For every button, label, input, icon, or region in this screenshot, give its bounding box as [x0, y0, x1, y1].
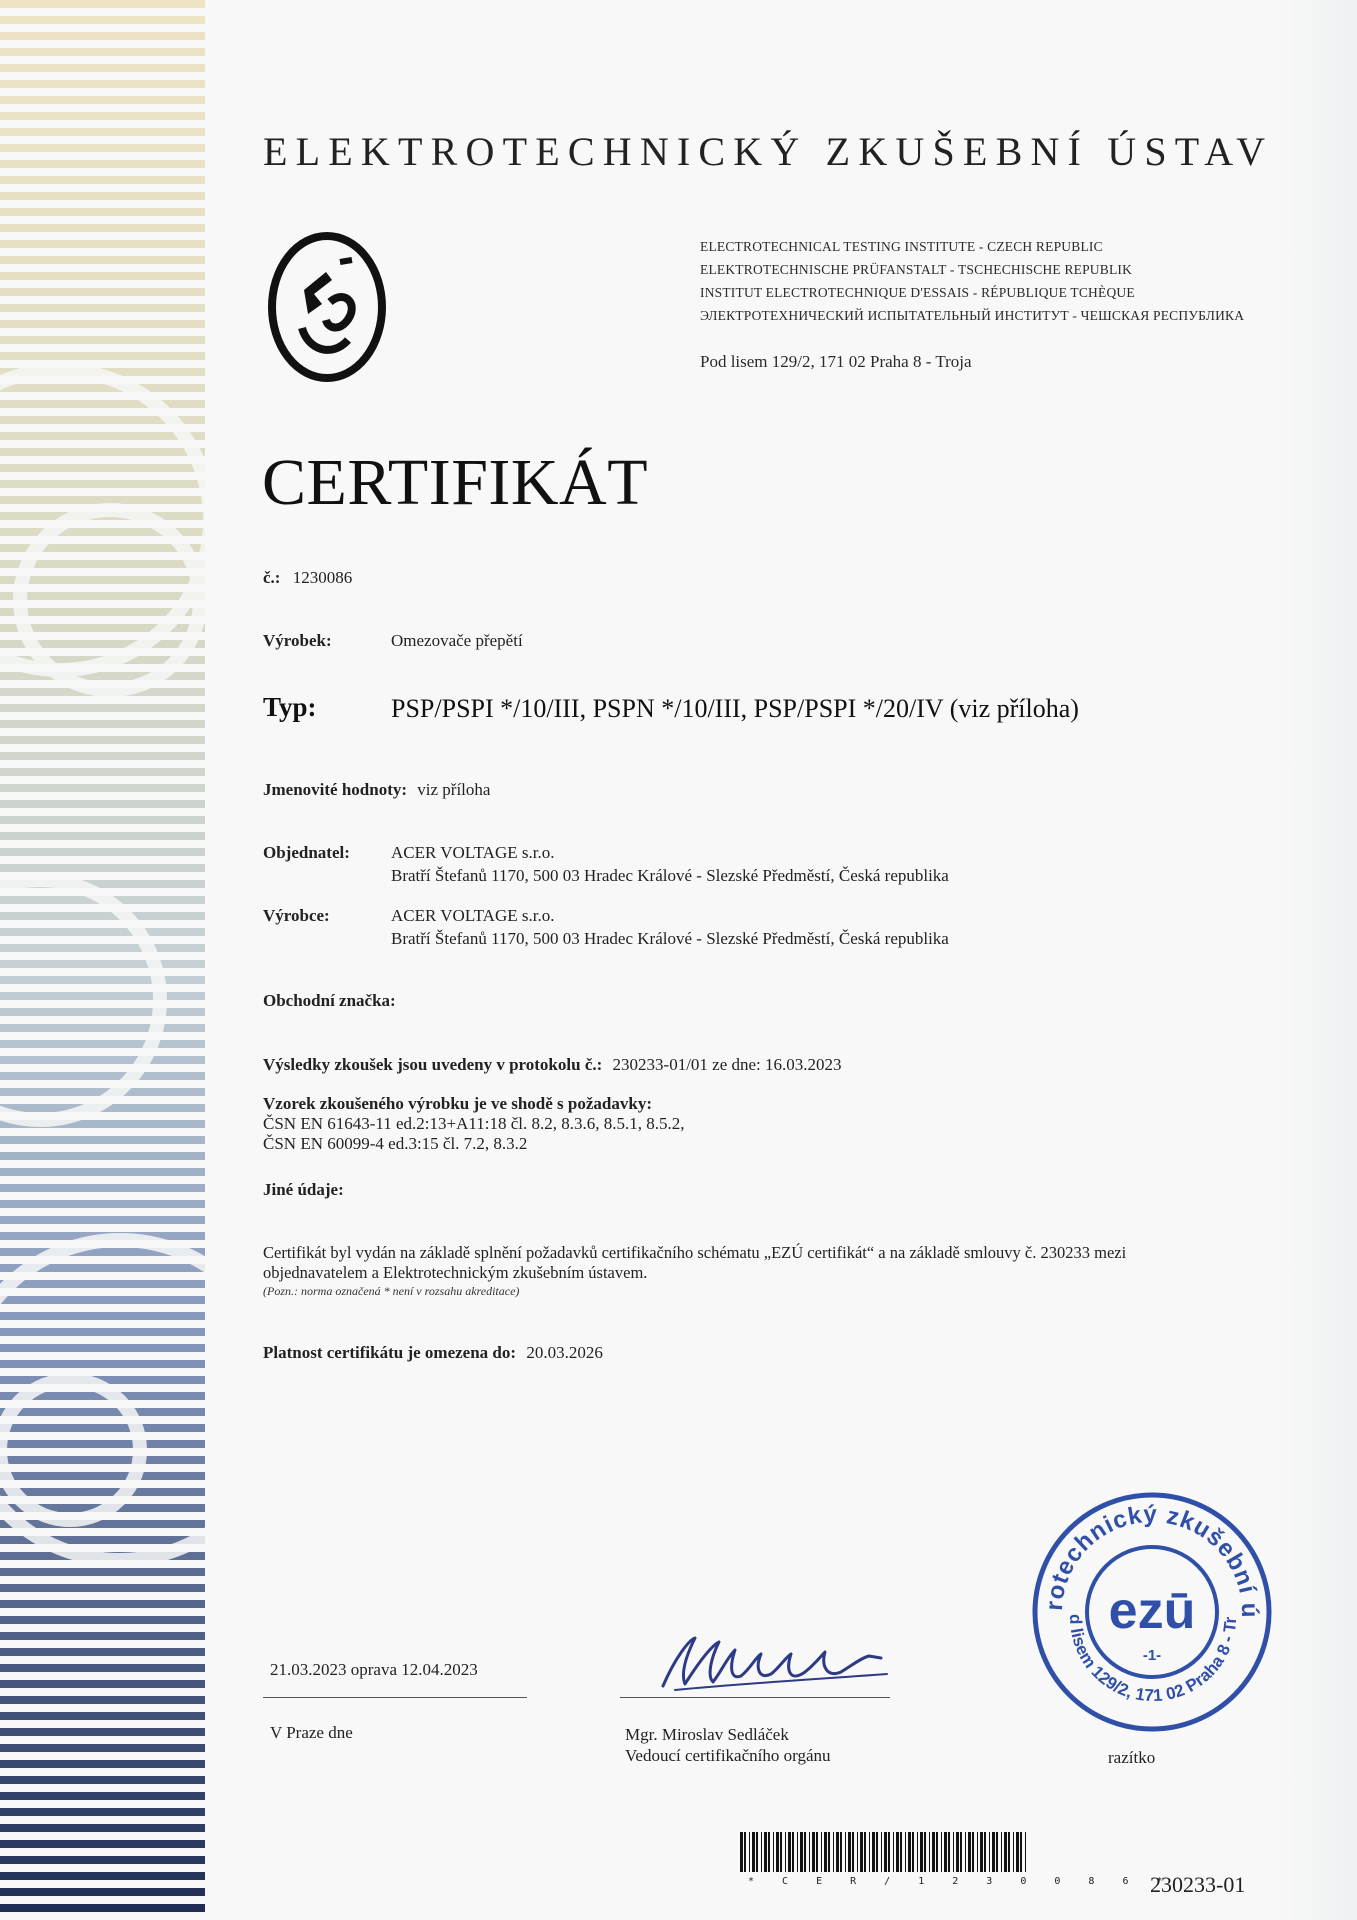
validity-label: Platnost certifikátu je omezena do:	[263, 1343, 517, 1362]
svg-text:Pod lisem 129/2, 171 02 Praha: d lisem 129/2, 171 02 Praha 8 - Tr	[1065, 1613, 1241, 1706]
decorative-stripe	[0, 1744, 205, 1752]
official-stamp	[1030, 1490, 1275, 1735]
decorative-stripe	[0, 784, 205, 792]
product-value: Omezovače přepětí	[391, 631, 523, 650]
manufacturer-name: ACER VOLTAGE s.r.o.	[391, 906, 555, 925]
decorative-stripe	[0, 1824, 205, 1832]
decorative-stripe	[0, 1760, 205, 1768]
barcode-bar	[1004, 1832, 1007, 1872]
barcode-bar	[900, 1832, 902, 1872]
barcode-bar	[812, 1832, 815, 1872]
decorative-stripe	[0, 1424, 205, 1432]
barcode-bar	[761, 1832, 762, 1872]
barcode-bar	[768, 1832, 770, 1872]
barcode-bar	[860, 1832, 863, 1872]
decorative-stripe	[0, 256, 205, 264]
barcode-bar	[816, 1832, 818, 1872]
barcode-bar	[888, 1832, 890, 1872]
barcode-bar	[752, 1832, 755, 1872]
decorative-stripe	[0, 576, 205, 584]
decorative-stripe	[0, 128, 205, 136]
decorative-stripe	[0, 848, 205, 856]
barcode-bar	[996, 1832, 998, 1872]
barcode-bar	[1025, 1832, 1026, 1872]
results-value: 230233-01/01 ze dne: 16.03.2023	[612, 1055, 842, 1074]
decorative-stripe	[0, 0, 205, 8]
barcode-bar	[929, 1832, 930, 1872]
barcode-bar	[893, 1832, 894, 1872]
barcode-bar	[984, 1832, 986, 1872]
svg-text:elektrotechnický zkušební ústa: rotechnický zkušební ú	[1040, 1500, 1264, 1619]
other-info-label: Jiné údaje:	[263, 1180, 344, 1199]
decorative-stripe	[0, 1056, 205, 1064]
signature-line	[620, 1697, 890, 1698]
barcode	[740, 1832, 1030, 1872]
trademark-label: Obchodní značka:	[263, 991, 396, 1010]
statement-line-2: objednavatelem a Elektrotechnickým zkušebním ústavem.	[263, 1263, 648, 1282]
decorative-stripe	[0, 944, 205, 952]
logo-emblem-icon	[268, 232, 386, 382]
barcode-bar	[920, 1832, 923, 1872]
decorative-stripe	[0, 304, 205, 312]
validity-row	[263, 1343, 603, 1363]
decorative-stripe	[0, 1792, 205, 1800]
barcode-bar	[740, 1832, 743, 1872]
decorative-stripe	[0, 1328, 205, 1336]
barcode-bar	[749, 1832, 750, 1872]
place-label: V Praze dne	[270, 1723, 353, 1742]
decorative-stripe	[0, 1184, 205, 1192]
barcode-bar	[1001, 1832, 1002, 1872]
barcode-bar	[944, 1832, 947, 1872]
decorative-stripe	[0, 816, 205, 824]
barcode-bar	[828, 1832, 830, 1872]
decorative-stripe	[0, 1840, 205, 1848]
decorative-stripe	[0, 1168, 205, 1176]
barcode-bar	[977, 1832, 978, 1872]
decorative-stripe	[0, 1584, 205, 1592]
statement-note: (Pozn.: norma označená * není v rozsahu akreditace)	[263, 1284, 520, 1298]
decorative-stripe	[0, 800, 205, 808]
decorative-stripe	[0, 960, 205, 968]
decorative-stripe	[0, 1712, 205, 1720]
decorative-stripe	[0, 16, 205, 24]
decorative-stripe	[0, 704, 205, 712]
barcode-bar	[852, 1832, 854, 1872]
decorative-stripe	[0, 1456, 205, 1464]
decorative-stripe	[0, 208, 205, 216]
right-edge-shade	[1279, 0, 1357, 1920]
certificate-number-label: č.:	[263, 568, 281, 587]
decorative-stripe	[0, 112, 205, 120]
manufacturer-address: Bratří Štefanů 1170, 500 03 Hradec Králové - Slezské Předměstí, Česká republika	[391, 929, 949, 948]
type-value: PSP/PSPI */10/III, PSPN */10/III, PSP/PSPI */20/IV (viz příloha)	[391, 694, 1079, 723]
decorative-stripe	[0, 464, 205, 472]
translation-line: ELECTROTECHNICAL TESTING INSTITUTE - CZECH REPUBLIC	[700, 239, 1103, 254]
decorative-stripe	[0, 400, 205, 408]
barcode-bar	[773, 1832, 774, 1872]
barcode-bar	[1020, 1832, 1022, 1872]
stamp-seal-icon	[1030, 1490, 1275, 1735]
barcode-bar	[872, 1832, 875, 1872]
product-label: Výrobek:	[263, 631, 332, 650]
decorative-stripe	[0, 1904, 205, 1912]
barcode-bar	[956, 1832, 959, 1872]
barcode-bar	[908, 1832, 911, 1872]
decorative-stripe	[0, 1648, 205, 1656]
barcode-bar	[936, 1832, 938, 1872]
customer-name: ACER VOLTAGE s.r.o.	[391, 843, 555, 862]
barcode-bar	[965, 1832, 966, 1872]
decorative-stripe	[0, 288, 205, 296]
decorative-stripe	[0, 768, 205, 776]
institute-address: Pod lisem 129/2, 171 02 Praha 8 - Troja	[700, 352, 972, 371]
decorative-stripe	[0, 1280, 205, 1288]
barcode-bar	[788, 1832, 791, 1872]
barcode-bar	[876, 1832, 878, 1872]
decorative-stripe	[0, 96, 205, 104]
signature-graphic	[655, 1628, 895, 1698]
decorative-stripe	[0, 1296, 205, 1304]
customer-label: Objednatel:	[263, 843, 350, 862]
decorative-stripe	[0, 144, 205, 152]
barcode-text: * C E R / 1 2 3 0 0 8 6 *	[748, 1876, 1174, 1887]
decorative-stripe	[0, 1632, 205, 1640]
decorative-stripe	[0, 1872, 205, 1880]
sample-label: Vzorek zkoušeného výrobku je ve shodě s požadavky:	[263, 1094, 652, 1113]
barcode-bar	[833, 1832, 834, 1872]
barcode-bar	[881, 1832, 882, 1872]
barcode-graphic	[740, 1832, 1030, 1872]
decorative-stripe	[0, 1856, 205, 1864]
decorative-stripe	[0, 1776, 205, 1784]
decorative-stripe	[0, 1568, 205, 1576]
institute-name: ELEKTROTECHNICKÝ ZKUŠEBNÍ ÚSTAV	[263, 129, 1274, 174]
certificate-number: 1230086	[292, 568, 353, 587]
decorative-stripe	[0, 1888, 205, 1896]
ratings-value: viz příloha	[417, 780, 491, 799]
document-serial: 230233-01	[1150, 1872, 1246, 1897]
barcode-bar	[932, 1832, 935, 1872]
barcode-bar	[821, 1832, 822, 1872]
barcode-bar	[797, 1832, 798, 1872]
decorative-stripe	[0, 1664, 205, 1672]
standard-line: ČSN EN 60099-4 ed.3:15 čl. 7.2, 8.3.2	[263, 1134, 528, 1153]
signature	[655, 1628, 895, 1698]
barcode-bar	[804, 1832, 806, 1872]
signatory-name: Mgr. Miroslav Sedláček	[625, 1725, 789, 1744]
decorative-stripe	[0, 1696, 205, 1704]
standard-line: ČSN EN 61643-11 ed.2:13+A11:18 čl. 8.2, 8.3.6, 8.5.1, 8.5.2,	[263, 1114, 685, 1133]
barcode-bar	[845, 1832, 846, 1872]
ratings-row	[263, 780, 490, 800]
barcode-bar	[857, 1832, 858, 1872]
barcode-bar	[800, 1832, 803, 1872]
decorative-stripe	[0, 240, 205, 248]
barcode-bar	[848, 1832, 851, 1872]
stamp-label: razítko	[1108, 1748, 1156, 1767]
decorative-stripe	[0, 592, 205, 600]
translation-line: ЭЛЕКТРОТЕХНИЧЕСКИЙ ИСПЫТАТЕЛЬНЫЙ ИНСТИТУТ - ЧЕШСКАЯ РЕСПУБЛИКА	[700, 308, 1245, 323]
svg-text:ezū: ezū	[1108, 1582, 1196, 1640]
barcode-bar	[869, 1832, 870, 1872]
barcode-bar	[896, 1832, 899, 1872]
certificate-number-row	[263, 568, 352, 588]
decorative-stripe	[0, 48, 205, 56]
barcode-bar	[1013, 1832, 1014, 1872]
barcode-bar	[836, 1832, 839, 1872]
barcode-bar	[941, 1832, 942, 1872]
barcode-bar	[953, 1832, 954, 1872]
barcode-bar	[912, 1832, 914, 1872]
type-label: Typ:	[263, 692, 317, 722]
decorative-stripe	[0, 1200, 205, 1208]
barcode-bar	[792, 1832, 794, 1872]
decorative-stripe	[0, 1072, 205, 1080]
ezu-logo	[268, 232, 386, 382]
decorative-stripe	[0, 928, 205, 936]
decorative-stripe	[0, 448, 205, 456]
decorative-stripe	[0, 1040, 205, 1048]
decorative-stripe	[0, 1152, 205, 1160]
decorative-stripe	[0, 320, 205, 328]
decorative-stripe	[0, 1024, 205, 1032]
decorative-stripe	[0, 1808, 205, 1816]
decorative-stripe	[0, 160, 205, 168]
issue-date: 21.03.2023 oprava 12.04.2023	[270, 1660, 478, 1679]
results-label: Výsledky zkoušek jsou uvedeny v protokolu č.:	[263, 1055, 603, 1074]
decorative-stripe	[0, 384, 205, 392]
decorative-stripe	[0, 1728, 205, 1736]
barcode-bar	[809, 1832, 810, 1872]
decorative-stripe	[0, 1680, 205, 1688]
translation-line: ELEKTROTECHNISCHE PRÜFANSTALT - TSCHECHISCHE REPUBLIK	[700, 262, 1133, 277]
decorative-stripe	[0, 832, 205, 840]
results-row	[263, 1055, 842, 1075]
validity-date: 20.03.2026	[526, 1343, 603, 1362]
barcode-bar	[840, 1832, 842, 1872]
decorative-stripe	[0, 272, 205, 280]
barcode-bar	[980, 1832, 983, 1872]
decorative-stripe	[0, 1600, 205, 1608]
customer-address: Bratří Štefanů 1170, 500 03 Hradec Králové - Slezské Předměstí, Česká republika	[391, 866, 949, 885]
decorative-stripe	[0, 192, 205, 200]
decorative-stripe	[0, 1360, 205, 1368]
decorative-stripe	[0, 1216, 205, 1224]
barcode-bar	[744, 1832, 746, 1872]
barcode-bar	[905, 1832, 906, 1872]
decorative-stripe	[0, 752, 205, 760]
date-line	[263, 1697, 527, 1698]
barcode-bar	[917, 1832, 918, 1872]
barcode-bar	[960, 1832, 962, 1872]
decorative-left-strip	[0, 0, 205, 1920]
barcode-bar	[864, 1832, 866, 1872]
barcode-bar	[972, 1832, 974, 1872]
barcode-bar	[764, 1832, 767, 1872]
barcode-bar	[824, 1832, 827, 1872]
decorative-stripe	[0, 976, 205, 984]
barcode-bar	[785, 1832, 786, 1872]
decorative-stripe	[0, 864, 205, 872]
decorative-stripe	[0, 32, 205, 40]
barcode-bar	[776, 1832, 779, 1872]
statement-line-1: Certifikát byl vydán na základě splnění požadavků certifikačního schématu „EZÚ certifikát“ a na základě smlouvy č. 230233 mezi	[263, 1243, 1127, 1262]
barcode-bar	[884, 1832, 887, 1872]
barcode-bar	[756, 1832, 758, 1872]
barcode-bar	[1016, 1832, 1019, 1872]
decorative-stripe	[0, 1344, 205, 1352]
decorative-stripe	[0, 992, 205, 1000]
barcode-bar	[1008, 1832, 1010, 1872]
decorative-stripe	[0, 1472, 205, 1480]
decorative-stripe	[0, 1616, 205, 1624]
decorative-stripe	[0, 720, 205, 728]
decorative-stripe	[0, 1408, 205, 1416]
barcode-bar	[924, 1832, 926, 1872]
translation-line: INSTITUT ELECTROTECHNIQUE D'ESSAIS - RÉPUBLIQUE TCHÈQUE	[700, 285, 1135, 300]
manufacturer-label: Výrobce:	[263, 906, 330, 925]
decorative-stripe	[0, 496, 205, 504]
decorative-stripe	[0, 1136, 205, 1144]
decorative-stripe	[0, 80, 205, 88]
barcode-bar	[948, 1832, 950, 1872]
decorative-stripe	[0, 912, 205, 920]
barcode-bar	[989, 1832, 990, 1872]
decorative-stripe	[0, 480, 205, 488]
decorative-stripe	[0, 352, 205, 360]
decorative-stripe	[0, 1488, 205, 1496]
barcode-bar	[780, 1832, 782, 1872]
decorative-stripe	[0, 64, 205, 72]
decorative-stripe	[0, 1008, 205, 1016]
svg-text:-1-: -1-	[1142, 1647, 1162, 1664]
institute-translations	[700, 235, 1244, 327]
decorative-stripe	[0, 176, 205, 184]
decorative-stripe	[0, 224, 205, 232]
decorative-stripe	[0, 336, 205, 344]
ratings-label: Jmenovité hodnoty:	[263, 780, 408, 799]
decorative-stripe	[0, 736, 205, 744]
barcode-bar	[968, 1832, 971, 1872]
certificate-title: CERTIFIKÁT	[262, 446, 649, 519]
decorative-stripe	[0, 1440, 205, 1448]
signatory-role: Vedoucí certifikačního orgánu	[625, 1746, 831, 1765]
barcode-bar	[992, 1832, 995, 1872]
decorative-stripe	[0, 1312, 205, 1320]
